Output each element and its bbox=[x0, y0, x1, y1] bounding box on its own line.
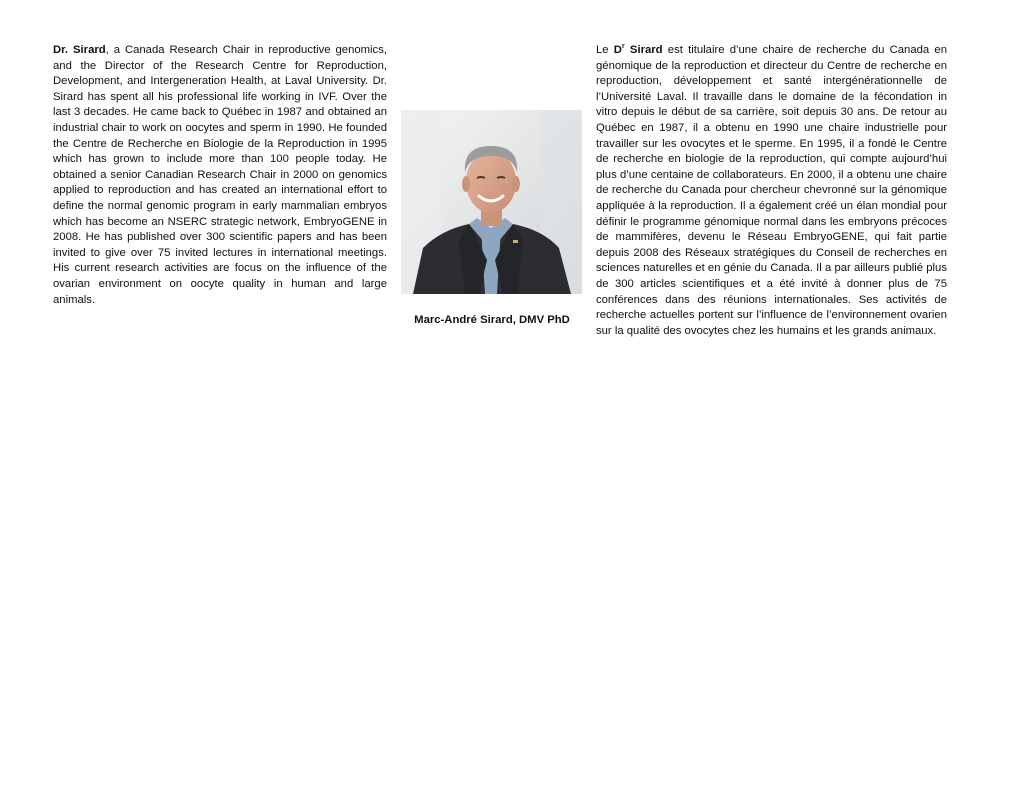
french-bio-prefix: Le bbox=[596, 44, 614, 56]
portrait-caption: Marc-André Sirard, DMV PhD bbox=[414, 314, 570, 326]
eye-right bbox=[497, 177, 505, 178]
french-bio-name: Sirard bbox=[624, 44, 663, 56]
french-bio-title-sup: r bbox=[621, 43, 625, 51]
french-bio-body: est titulaire d’une chaire de recherche du Canada en génomique de la reproduction et directeur du Centre de recherche en reproduction, développement et santé intergénérationnelle de l’Université Laval. Il travaille dans le domaine de la fécondation in vitro depuis le début de sa carrière, soit depuis 30 ans. De retour au Québec en 1987, il a obtenu en 1990 une chaire industrielle pour travailler sur les ovocytes et le sperme. En 1995, il a fondé le Centre de recherche en biologie de la reproduction, qui compte aujourd’hui plus d’une centaine de collaborateurs. En 2000, il a obtenu une chaire de recherche du Canada pour chercheur chevronné sur la génomique appliquée à la reproduction. Il a également créé un élan mondial pour définir le programme génomique normal dans les embryons précoces de mammifères, devenu le Réseau EmbryoGENE, qui fait partie depuis 2008 des Réseaux stratégiques du Conseil de recherches en sciences naturelles et en génie du Canada. Il a par ailleurs publié plus de 300 articles scientifiques et a été invité à donner plus de 75 conférences dans des réunions internationales. Ses activités de recherche actuelles portent sur l’influence de l’environnement ovarien sur la qualité des ovocytes chez les humains et les grands animaux. bbox=[596, 44, 947, 337]
english-bio-name: Dr. Sirard bbox=[53, 44, 106, 56]
french-bio-name-block bbox=[614, 44, 663, 56]
english-bio bbox=[53, 43, 387, 308]
french-bio bbox=[596, 43, 947, 339]
lapel-pin bbox=[513, 240, 518, 243]
english-bio-body: , a Canada Research Chair in reproductive genomics, and the Director of the Research Centre for Reproduction, Development, and Intergeneration Health, at Laval University. Dr. Sirard has spent all his professional life working in IVF. Over the last 3 decades. He came back to Québec in 1987 and obtained an industrial chair to work on oocytes and sperm in 1990. He founded the Centre de Recherche en Biologie de la Reproduction in 1995 which has grown to include more than 100 people today. He obtained a senior Canadian Research Chair in 2000 on genomics applied to reproduction and has created an international effort to define the normal genomic program in early mammalian embryos which has become an NSERC strategic network, EmbryoGENE in 2008. He has published over 300 scientific papers and has been invited to give over 75 invited lectures in international meetings. His current research activities are focus on the influence of the ovarian environment on oocyte quality in human and large animals. bbox=[53, 44, 387, 306]
french-bio-title: D bbox=[613, 44, 622, 56]
portrait-photo bbox=[401, 110, 582, 294]
ear-left bbox=[462, 176, 470, 192]
face bbox=[466, 151, 516, 213]
ear-right bbox=[512, 176, 520, 192]
eye-left bbox=[477, 177, 485, 178]
